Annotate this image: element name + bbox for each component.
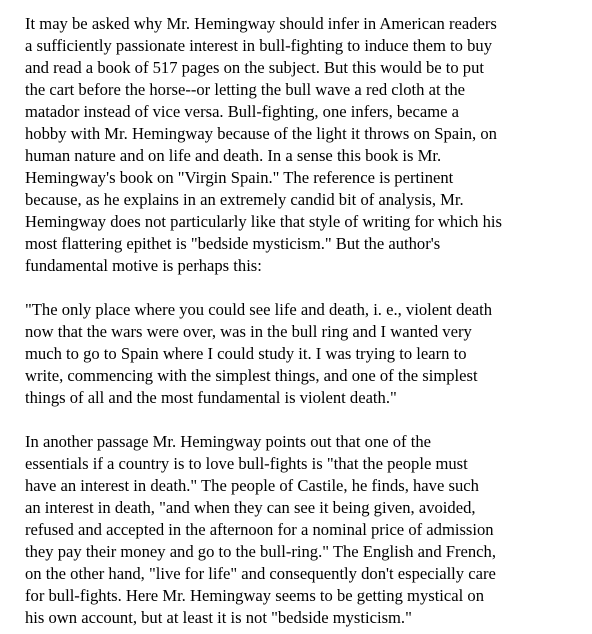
text-line: In another passage Mr. Hemingway points out that one of the bbox=[25, 432, 431, 451]
text-line: and read a book of 517 pages on the subject. But this would be to put bbox=[25, 58, 485, 77]
text-line: for bull-fights. Here Mr. Hemingway seems to be getting mystical on bbox=[25, 586, 485, 605]
text-line: on the other hand, "live for life" and consequently don't especially care bbox=[25, 564, 496, 583]
text-line: It may be asked why Mr. Hemingway should infer in American readers bbox=[25, 14, 497, 33]
text-line: the cart before the horse--or letting the bull wave a red cloth at the bbox=[25, 80, 466, 99]
text-line: things of all and the most fundamental is violent death." bbox=[25, 388, 397, 407]
text-line: Hemingway does not particularly like that style of writing for which his bbox=[25, 212, 502, 231]
text-line: an interest in death, "and when they can see it being given, avoided, bbox=[25, 498, 476, 517]
paragraph-3 bbox=[25, 431, 570, 629]
text-line: now that the wars were over, was in the bull ring and I wanted very bbox=[25, 322, 472, 341]
text-line: most flattering epithet is "bedside mysticism." But the author's bbox=[25, 234, 441, 253]
text-line: refused and accepted in the afternoon for a nominal price of admission bbox=[25, 520, 494, 539]
text-line: because, as he explains in an extremely candid bit of analysis, Mr. bbox=[25, 190, 464, 209]
text-line: much to go to Spain where I could study it. I was trying to learn to bbox=[25, 344, 467, 363]
text-line: "The only place where you could see life and death, i. e., violent death bbox=[25, 300, 493, 319]
paragraph-1 bbox=[25, 13, 570, 277]
text-line: write, commencing with the simplest things, and one of the simplest bbox=[25, 366, 478, 385]
text-line: Hemingway's book on "Virgin Spain." The reference is pertinent bbox=[25, 168, 454, 187]
text-line: human nature and on life and death. In a sense this book is Mr. bbox=[25, 146, 442, 165]
text-line: they pay their money and go to the bull-ring." The English and French, bbox=[25, 542, 496, 561]
text-line: fundamental motive is perhaps this: bbox=[25, 256, 262, 275]
text-line: hobby with Mr. Hemingway because of the light it throws on Spain, on bbox=[25, 124, 497, 143]
text-line: a sufficiently passionate interest in bull-fighting to induce them to buy bbox=[25, 36, 492, 55]
text-line: essentials if a country is to love bull-fights is "that the people must bbox=[25, 454, 468, 473]
paragraph-2-quotation bbox=[25, 299, 570, 409]
text-line: matador instead of vice versa. Bull-fighting, one infers, became a bbox=[25, 102, 460, 121]
text-line: his own account, but at least it is not "bedside mysticism." bbox=[25, 608, 412, 627]
text-line: have an interest in death." The people of Castile, he finds, have such bbox=[25, 476, 479, 495]
